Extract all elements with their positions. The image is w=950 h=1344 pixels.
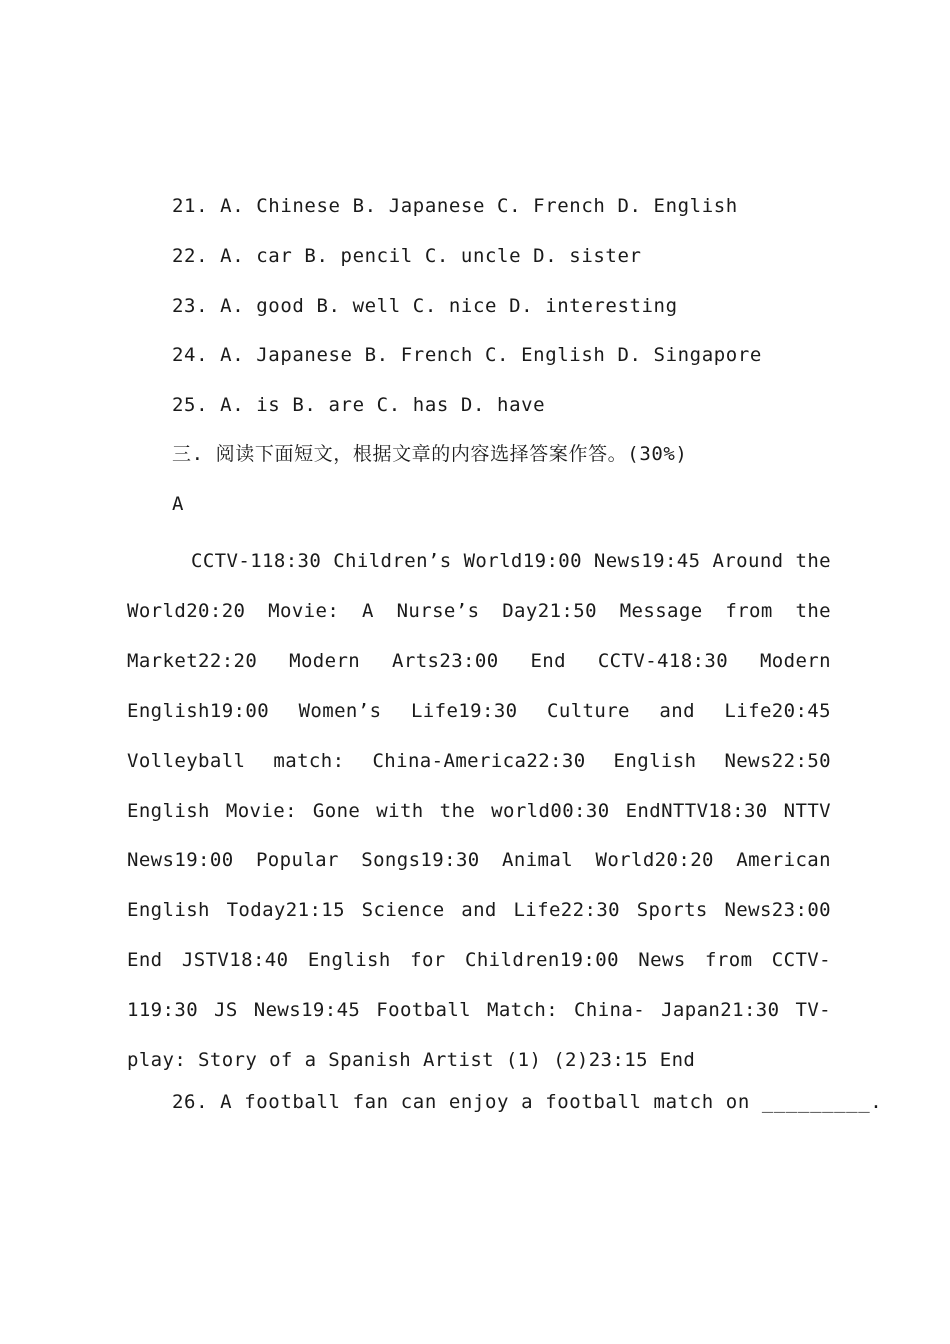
passage-label: A (172, 493, 185, 515)
question-26: 26. A football fan can enjoy a football match on _________. (172, 1091, 883, 1113)
question-23-options: 23. A. good B. well C. nice D. interesting (172, 295, 678, 317)
question-22-options: 22. A. car B. pencil C. uncle D. sister (172, 245, 642, 267)
question-24-options: 24. A. Japanese B. French C. English D. Singapore (172, 344, 762, 366)
question-25-options: 25. A. is B. are C. has D. have (172, 394, 546, 416)
question-21-options: 21. A. Chinese B. Japanese C. French D. English (172, 195, 738, 217)
tv-schedule-passage: CCTV-118:30 Children’s World19:00 News19:45 Around the World20:20 Movie: A Nurse’s Day21:50 Message from the Market22:20 Modern Arts23:00 End CCTV-418:30 Modern English19:00 Women’s Life19:30 Culture and Life20:45 Volleyball match: China-America22:30 English News22:50 English Movie: Gone with the world00:30 EndNTTV18:30 NTTV News19:00 Popular Songs19:30 Animal World20:20 American English Today21:15 Science and Life22:30 Sports News23:00 End JSTV18:40 English for Children19:00 News from CCTV-119:30 JS News19:45 Football Match: China- Japan21:30 TV-play: Story of a Spanish Artist (1) (2)23:15 End (127, 550, 831, 1072)
section-heading: 三. 阅读下面短文，根据文章的内容选择答案作答。(30%) (172, 443, 688, 465)
